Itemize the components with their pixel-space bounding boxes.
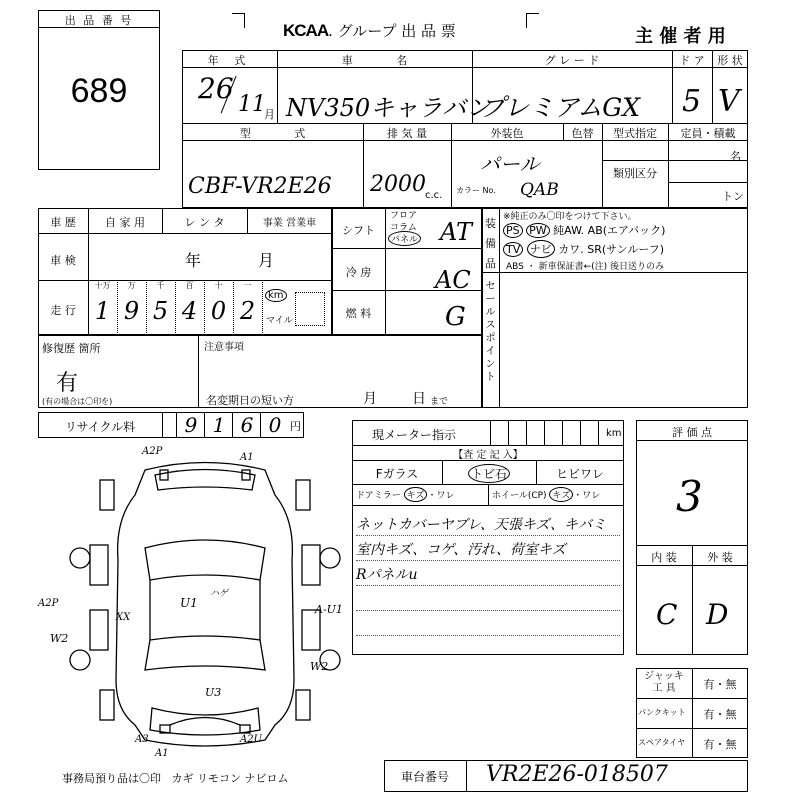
km-unit: km	[265, 289, 287, 302]
mileage-digit: 2	[239, 297, 256, 325]
ext-color-value: パール	[480, 152, 540, 176]
doors-value: 5	[682, 84, 702, 119]
business-option: 事業 営業車	[262, 218, 317, 229]
month-unit: 月	[264, 108, 275, 121]
ac-label: 冷 房	[345, 266, 372, 279]
recycle-label: リサイクル料	[64, 420, 136, 434]
mileage-digit-label: 十万	[94, 281, 111, 290]
name-label: 車 名	[341, 54, 408, 67]
glass-option-crack: ヒビワレ	[555, 467, 604, 481]
inspection-note-1: ネットカバーヤブレ、天張キズ、キバミ	[356, 517, 607, 533]
inspection-label: 車 検	[50, 254, 76, 267]
diagram-mark-u1: U1	[180, 596, 198, 610]
color-no-label: カラー No.	[456, 186, 496, 195]
chassis-label: 車台番号	[400, 770, 449, 784]
recycle-digit: 6	[232, 412, 261, 438]
exterior-grade: D	[706, 598, 729, 631]
grade-label: グ レ ー ド	[544, 54, 600, 67]
exterior-label: 外 装	[707, 551, 733, 564]
mileage-digit: 9	[123, 297, 140, 325]
glass-label: Fガラス	[375, 467, 419, 481]
mileage-digit-cell	[146, 280, 176, 335]
month-value: 11	[238, 92, 266, 117]
repair-value: 有	[56, 371, 79, 396]
wheel-row: ホイール(CP) キズ ・ワレ	[492, 487, 600, 502]
inspection-month-unit: 月	[258, 251, 275, 270]
capacity-label: 定員・積載	[680, 127, 736, 140]
doors-label: ド ア	[679, 54, 705, 67]
car-diagram	[60, 440, 350, 770]
diagram-mark-hage: ハゲ	[210, 589, 229, 599]
lot-number-label: 出 品 番 号	[64, 14, 134, 27]
rental-option: レ ン タ	[184, 216, 225, 229]
diagram-mark-xx: XX	[116, 612, 131, 623]
pw-item: PW	[526, 223, 550, 238]
car-name-value: NV350キャラバン	[286, 94, 491, 122]
mirror-row: ドアミラー キズ ・ワレ	[356, 487, 454, 502]
repair-note: (有の場合は〇印を)	[42, 397, 113, 406]
mileage-digit-label: 百	[185, 281, 194, 290]
equipment-table	[482, 208, 748, 408]
chassis-value: VR2E26-018507	[486, 762, 668, 787]
diagram-mark-w2-left: W2	[50, 632, 69, 645]
year-value: 26	[198, 72, 234, 105]
mileage-digit-label: 千	[156, 281, 165, 290]
equipment-line-1: PS PW 純AW. AB(エアバック)	[503, 222, 665, 238]
shift-label: シフト	[342, 224, 375, 237]
deadline-month: 月	[363, 391, 377, 407]
ac-value: AC	[435, 266, 471, 294]
jack-option: 有・無	[703, 678, 737, 691]
persons-unit: 名	[730, 150, 741, 163]
bracket-left-icon	[232, 13, 245, 28]
shift-option-floor: フロア	[390, 211, 418, 221]
fuel-label: 燃 料	[345, 307, 372, 320]
equipment-label: 装 備 品	[485, 217, 496, 270]
deadline-suffix: まで	[430, 397, 449, 407]
inspection-title: 【査 定 記 入】	[453, 450, 523, 461]
inspection-year-unit: 年	[185, 251, 202, 270]
spare-label: スペアタイヤ	[638, 738, 686, 747]
color-no-value: QAB	[520, 180, 559, 200]
form-title: KCAA. グループ 出 品 票	[283, 21, 456, 40]
deadline-day: 日	[412, 391, 426, 407]
equipment-note: ※純正のみ〇印をつけて下さい。	[503, 212, 637, 222]
mileage-digit-cell	[117, 280, 147, 335]
tv-item: TV	[503, 242, 523, 257]
mileage-digit-cell	[175, 280, 205, 335]
interior-label: 内 装	[651, 551, 677, 564]
private-option: 自 家 用	[105, 216, 145, 229]
fuel-value: G	[445, 302, 466, 332]
recycle-unit: 円	[290, 420, 301, 433]
bracket-right-icon	[526, 13, 539, 28]
mileage-digit-cell	[204, 280, 234, 335]
mileage-digit: 5	[152, 297, 169, 325]
recycle-digit: 9	[176, 412, 205, 438]
model-value: CBF-VR2E26	[188, 174, 332, 199]
mileage-digit-cell	[233, 280, 263, 335]
mileage-digit-label: 十	[214, 281, 223, 290]
displacement-value: 2000	[370, 172, 426, 197]
shift-option-panel: パネル	[388, 231, 421, 246]
mileage-digit-label: 一	[243, 281, 252, 290]
history-label: 車 歴	[50, 216, 76, 229]
shift-value: AT	[440, 218, 473, 246]
recycle-digit: 0	[260, 412, 289, 438]
mileage-digit-cell	[88, 280, 118, 335]
caution-label: 注意事項	[204, 342, 244, 353]
cc-unit: c.c.	[425, 190, 443, 201]
inspection-note-2: 室内キズ、コゲ、汚れ、荷室キズ	[356, 542, 566, 558]
displacement-label: 排 気 量	[387, 127, 427, 140]
diagram-mark-a2p-top: A2P	[142, 446, 163, 457]
class-label: 類別区分	[613, 167, 657, 180]
recycle-digit: 1	[204, 412, 233, 438]
interior-grade: C	[656, 598, 678, 631]
mileage-label: 走 行	[50, 304, 76, 317]
kcaa-logo: KCAA	[283, 21, 329, 40]
diagram-mark-w2-right: W2	[310, 660, 329, 673]
deadline-label: 名変期日の短い方	[206, 394, 294, 407]
keys-note: 事務局預り品は〇印 カギ リモコン ナビロム	[62, 772, 289, 785]
meter-label: 現メーター指示	[372, 428, 457, 442]
mileage-digit: 4	[181, 297, 198, 325]
diagram-mark-a-u1: A-U1	[315, 603, 343, 616]
mileage-digit: 1	[94, 297, 111, 325]
mileage-digit: 0	[210, 297, 227, 325]
shape-value: V	[718, 84, 740, 119]
shift-option-column: コラム	[390, 223, 417, 233]
ext-color-label: 外装色	[490, 127, 524, 140]
ps-item: PS	[503, 223, 523, 238]
meter-unit: km	[606, 428, 622, 439]
navi-item: ナビ	[527, 240, 555, 258]
diagram-mark-a2u: A2U	[240, 734, 263, 745]
diagram-mark-a1-top: A1	[240, 452, 254, 463]
diagram-mark-a1-bottom: A1	[155, 748, 169, 759]
shape-label: 形 状	[717, 54, 743, 67]
lot-number: 689	[70, 72, 128, 110]
equipment-line-3: ABS ・ 新車保証書←(注) 後日送りのみ	[506, 262, 665, 272]
color-change-label: 色替	[571, 127, 594, 140]
diagram-mark-u3: U3	[205, 686, 222, 699]
repair-label: 修復歴 箇所	[42, 342, 101, 355]
jack-label: ジャッキ 工 具	[644, 671, 684, 694]
model-spec-label: 型式指定	[613, 127, 657, 140]
diagram-mark-a3: A3	[135, 734, 149, 745]
grade-value: プレミアムGX	[480, 93, 641, 122]
puncture-label: パンクキット	[638, 708, 686, 717]
inspection-note-3: Rパネルu	[356, 567, 418, 583]
grades-label: 評 価 点	[672, 426, 712, 439]
mileage-digit-label: 万	[127, 281, 136, 290]
equipment-line-2: TV ナビ カワ. SR(サンルーフ)	[503, 240, 664, 258]
diagram-mark-a2p-left: A2P	[38, 598, 59, 609]
spare-option: 有・無	[703, 738, 737, 751]
sales-point-label: セールスポイント	[485, 281, 496, 383]
mile-unit: マイル	[266, 316, 293, 326]
year-label: 年 式	[207, 54, 252, 67]
model-label: 型 式	[239, 127, 306, 140]
tons-unit: トン	[722, 190, 744, 203]
puncture-option: 有・無	[703, 708, 737, 721]
glass-option-chip: トビ石	[468, 464, 510, 483]
role-label: 主 催 者 用	[635, 26, 726, 47]
overall-grade: 3	[676, 472, 703, 521]
